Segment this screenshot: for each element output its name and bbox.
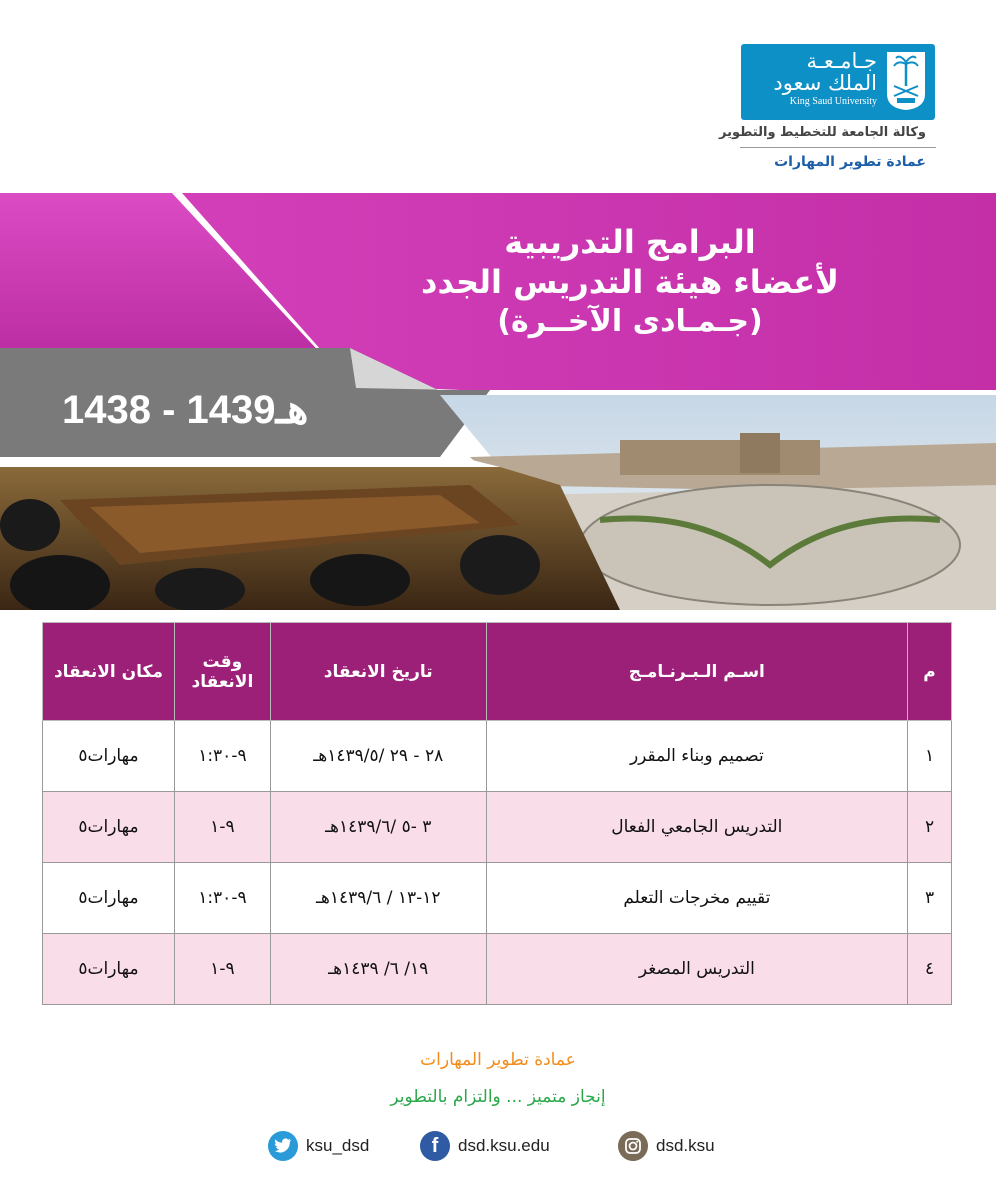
logo-english-text: King Saud University <box>789 96 877 107</box>
table-header-row <box>43 623 952 721</box>
row-date: ٢٨ - ٢٩ /١٤٣٩/٥هـ <box>270 721 486 792</box>
title-line2: لأعضاء هيئة التدريس الجدد <box>421 263 839 301</box>
instagram-handle: dsd.ksu <box>656 1136 715 1155</box>
facebook-handle: dsd.ksu.edu <box>458 1136 550 1155</box>
row-time: ٩-١ <box>174 792 270 863</box>
academic-year <box>0 385 440 435</box>
logo-arabic-text <box>773 50 877 94</box>
year-text: 1438 - 1439هـ <box>62 388 309 432</box>
table-row <box>43 721 952 792</box>
table-row <box>43 863 952 934</box>
row-time: ٩-١:٣٠ <box>174 863 270 934</box>
header-place: مكان الانعقاد <box>43 623 175 721</box>
row-time: ٩-١ <box>174 934 270 1005</box>
row-num: ٣ <box>908 863 952 934</box>
logo-arabic-line1: جـامـعـة <box>806 49 877 73</box>
program-title <box>420 222 840 342</box>
row-date: ٣ -٥ /١٤٣٩/٦هـ <box>270 792 486 863</box>
agency-name: وكالة الجامعة للتخطيط والتطوير <box>719 125 926 140</box>
schedule-table <box>42 622 952 1005</box>
row-place: مهارات٥ <box>43 934 175 1005</box>
row-date: ١٩/ ٦/ ١٤٣٩هـ <box>270 934 486 1005</box>
footer-deanship: عمادة تطوير المهارات <box>420 1050 576 1070</box>
row-program: تصميم وبناء المقرر <box>486 721 907 792</box>
deanship-name: عمادة تطوير المهارات <box>774 154 926 170</box>
header-program: اسـم الـبـرنـامـج <box>486 623 907 721</box>
logo-arabic-line2: الملك سعود <box>773 71 877 95</box>
ksu-logo <box>741 44 935 120</box>
title-line1: البرامج التدريبية <box>504 223 756 261</box>
row-place: مهارات٥ <box>43 792 175 863</box>
twitter-link[interactable] <box>268 1128 369 1164</box>
row-num: ١ <box>908 721 952 792</box>
palm-swords-emblem-icon <box>885 50 927 112</box>
table-row <box>43 934 952 1005</box>
row-time: ٩-١:٣٠ <box>174 721 270 792</box>
header-date: تاريخ الانعقاد <box>270 623 486 721</box>
row-date: ١٢-١٣ / ١٤٣٩/٦هـ <box>270 863 486 934</box>
table-row <box>43 792 952 863</box>
row-program: التدريس المصغر <box>486 934 907 1005</box>
row-place: مهارات٥ <box>43 863 175 934</box>
header-time: وقت الانعقاد <box>174 623 270 721</box>
title-line3: (جـمـادى الآخــرة) <box>497 304 763 339</box>
divider <box>740 147 936 148</box>
row-num: ٤ <box>908 934 952 1005</box>
meeting-room-photo <box>0 467 620 610</box>
twitter-handle: ksu_dsd <box>306 1136 370 1155</box>
instagram-icon <box>618 1131 648 1161</box>
row-program: تقييم مخرجات التعلم <box>486 863 907 934</box>
row-num: ٢ <box>908 792 952 863</box>
facebook-link[interactable] <box>420 1128 550 1164</box>
row-program: التدريس الجامعي الفعال <box>486 792 907 863</box>
facebook-icon: f <box>420 1131 450 1161</box>
row-place: مهارات٥ <box>43 721 175 792</box>
instagram-link[interactable] <box>618 1128 715 1164</box>
twitter-icon <box>268 1131 298 1161</box>
footer-slogan: إنجاز متميز ... والتزام بالتطوير <box>390 1087 606 1107</box>
header-num: م <box>908 623 952 721</box>
